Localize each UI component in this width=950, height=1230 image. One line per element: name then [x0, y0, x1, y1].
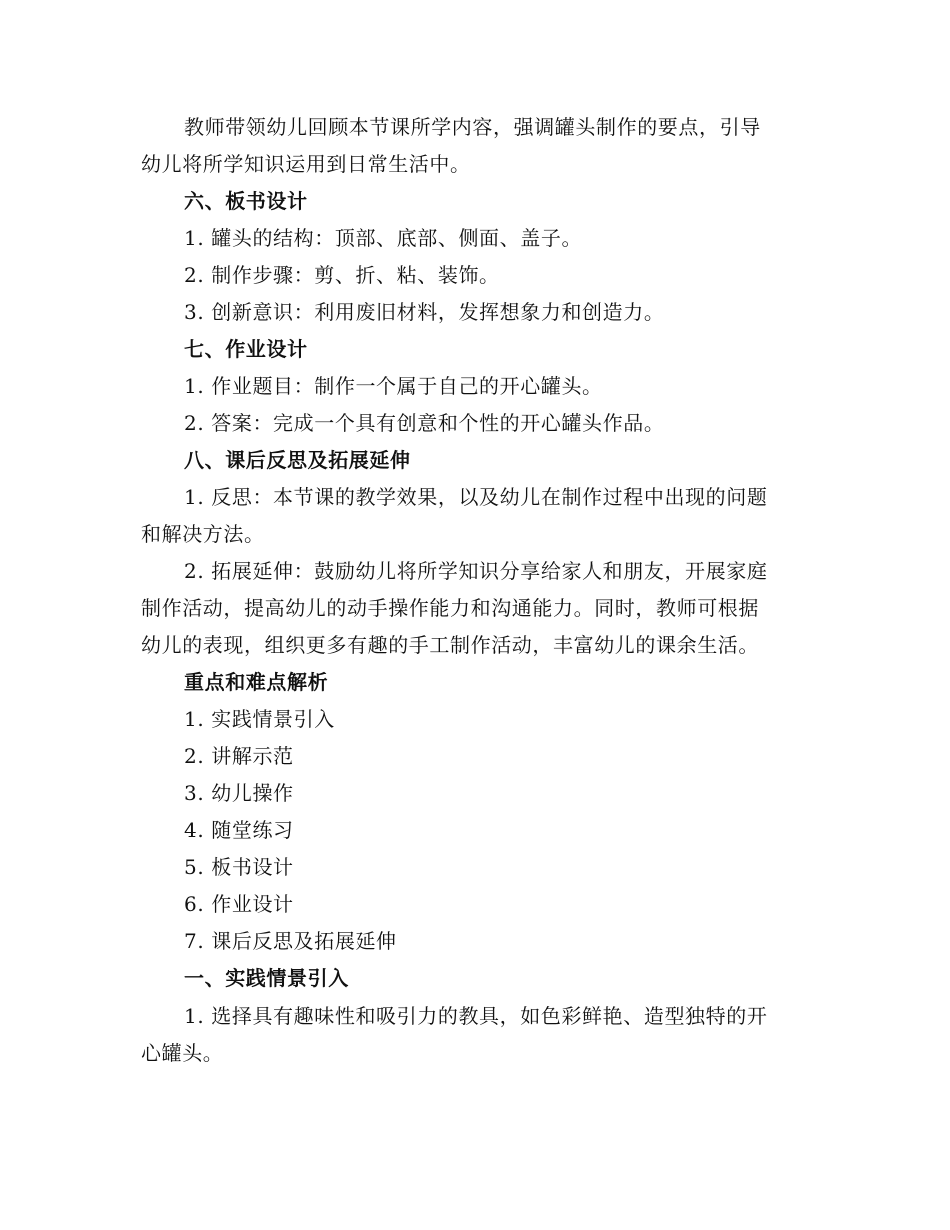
keypoint-item-4: 4. 随堂练习 [184, 818, 294, 842]
reflection-2-line-2: 制作活动，提高幼儿的动手操作能力和沟通能力。同时，教师可根据 [141, 596, 759, 620]
reflection-2-line-3: 幼儿的表现，组织更多有趣的手工制作活动，丰富幼儿的课余生活。 [141, 633, 759, 657]
intro-1-line-2: 心罐头。 [141, 1041, 224, 1065]
intro-1-line-1: 1. 选择具有趣味性和吸引力的教具，如色彩鲜艳、造型独特的开 [184, 1004, 768, 1028]
heading-board-design: 六、板书设计 [184, 189, 308, 213]
board-item-3: 3. 创新意识：利用废旧材料，发挥想象力和创造力。 [184, 300, 665, 324]
heading-keypoints: 重点和难点解析 [184, 670, 329, 694]
homework-item-2: 2. 答案：完成一个具有创意和个性的开心罐头作品。 [184, 411, 665, 435]
heading-reflection: 八、课后反思及拓展延伸 [184, 448, 411, 472]
homework-item-1: 1. 作业题目：制作一个属于自己的开心罐头。 [184, 374, 603, 398]
keypoint-item-5: 5. 板书设计 [184, 855, 294, 879]
heading-practice-intro: 一、实践情景引入 [184, 966, 349, 990]
keypoint-item-3: 3. 幼儿操作 [184, 781, 294, 805]
paragraph-review-line-1: 教师带领幼儿回顾本节课所学内容，强调罐头制作的要点，引导 [184, 115, 761, 139]
keypoint-item-2: 2. 讲解示范 [184, 744, 294, 768]
board-item-2: 2. 制作步骤：剪、折、粘、装饰。 [184, 263, 500, 287]
heading-homework: 七、作业设计 [184, 337, 308, 361]
reflection-1-line-2: 和解决方法。 [141, 522, 265, 546]
board-item-1: 1. 罐头的结构：顶部、底部、侧面、盖子。 [184, 226, 583, 250]
paragraph-review-line-2: 幼儿将所学知识运用到日常生活中。 [141, 152, 471, 176]
keypoint-item-7: 7. 课后反思及拓展延伸 [184, 929, 397, 953]
keypoint-item-6: 6. 作业设计 [184, 892, 294, 916]
keypoint-item-1: 1. 实践情景引入 [184, 707, 335, 731]
reflection-2-line-1: 2. 拓展延伸：鼓励幼儿将所学知识分享给家人和朋友，开展家庭 [184, 559, 768, 583]
reflection-1-line-1: 1. 反思：本节课的教学效果，以及幼儿在制作过程中出现的问题 [184, 485, 768, 509]
